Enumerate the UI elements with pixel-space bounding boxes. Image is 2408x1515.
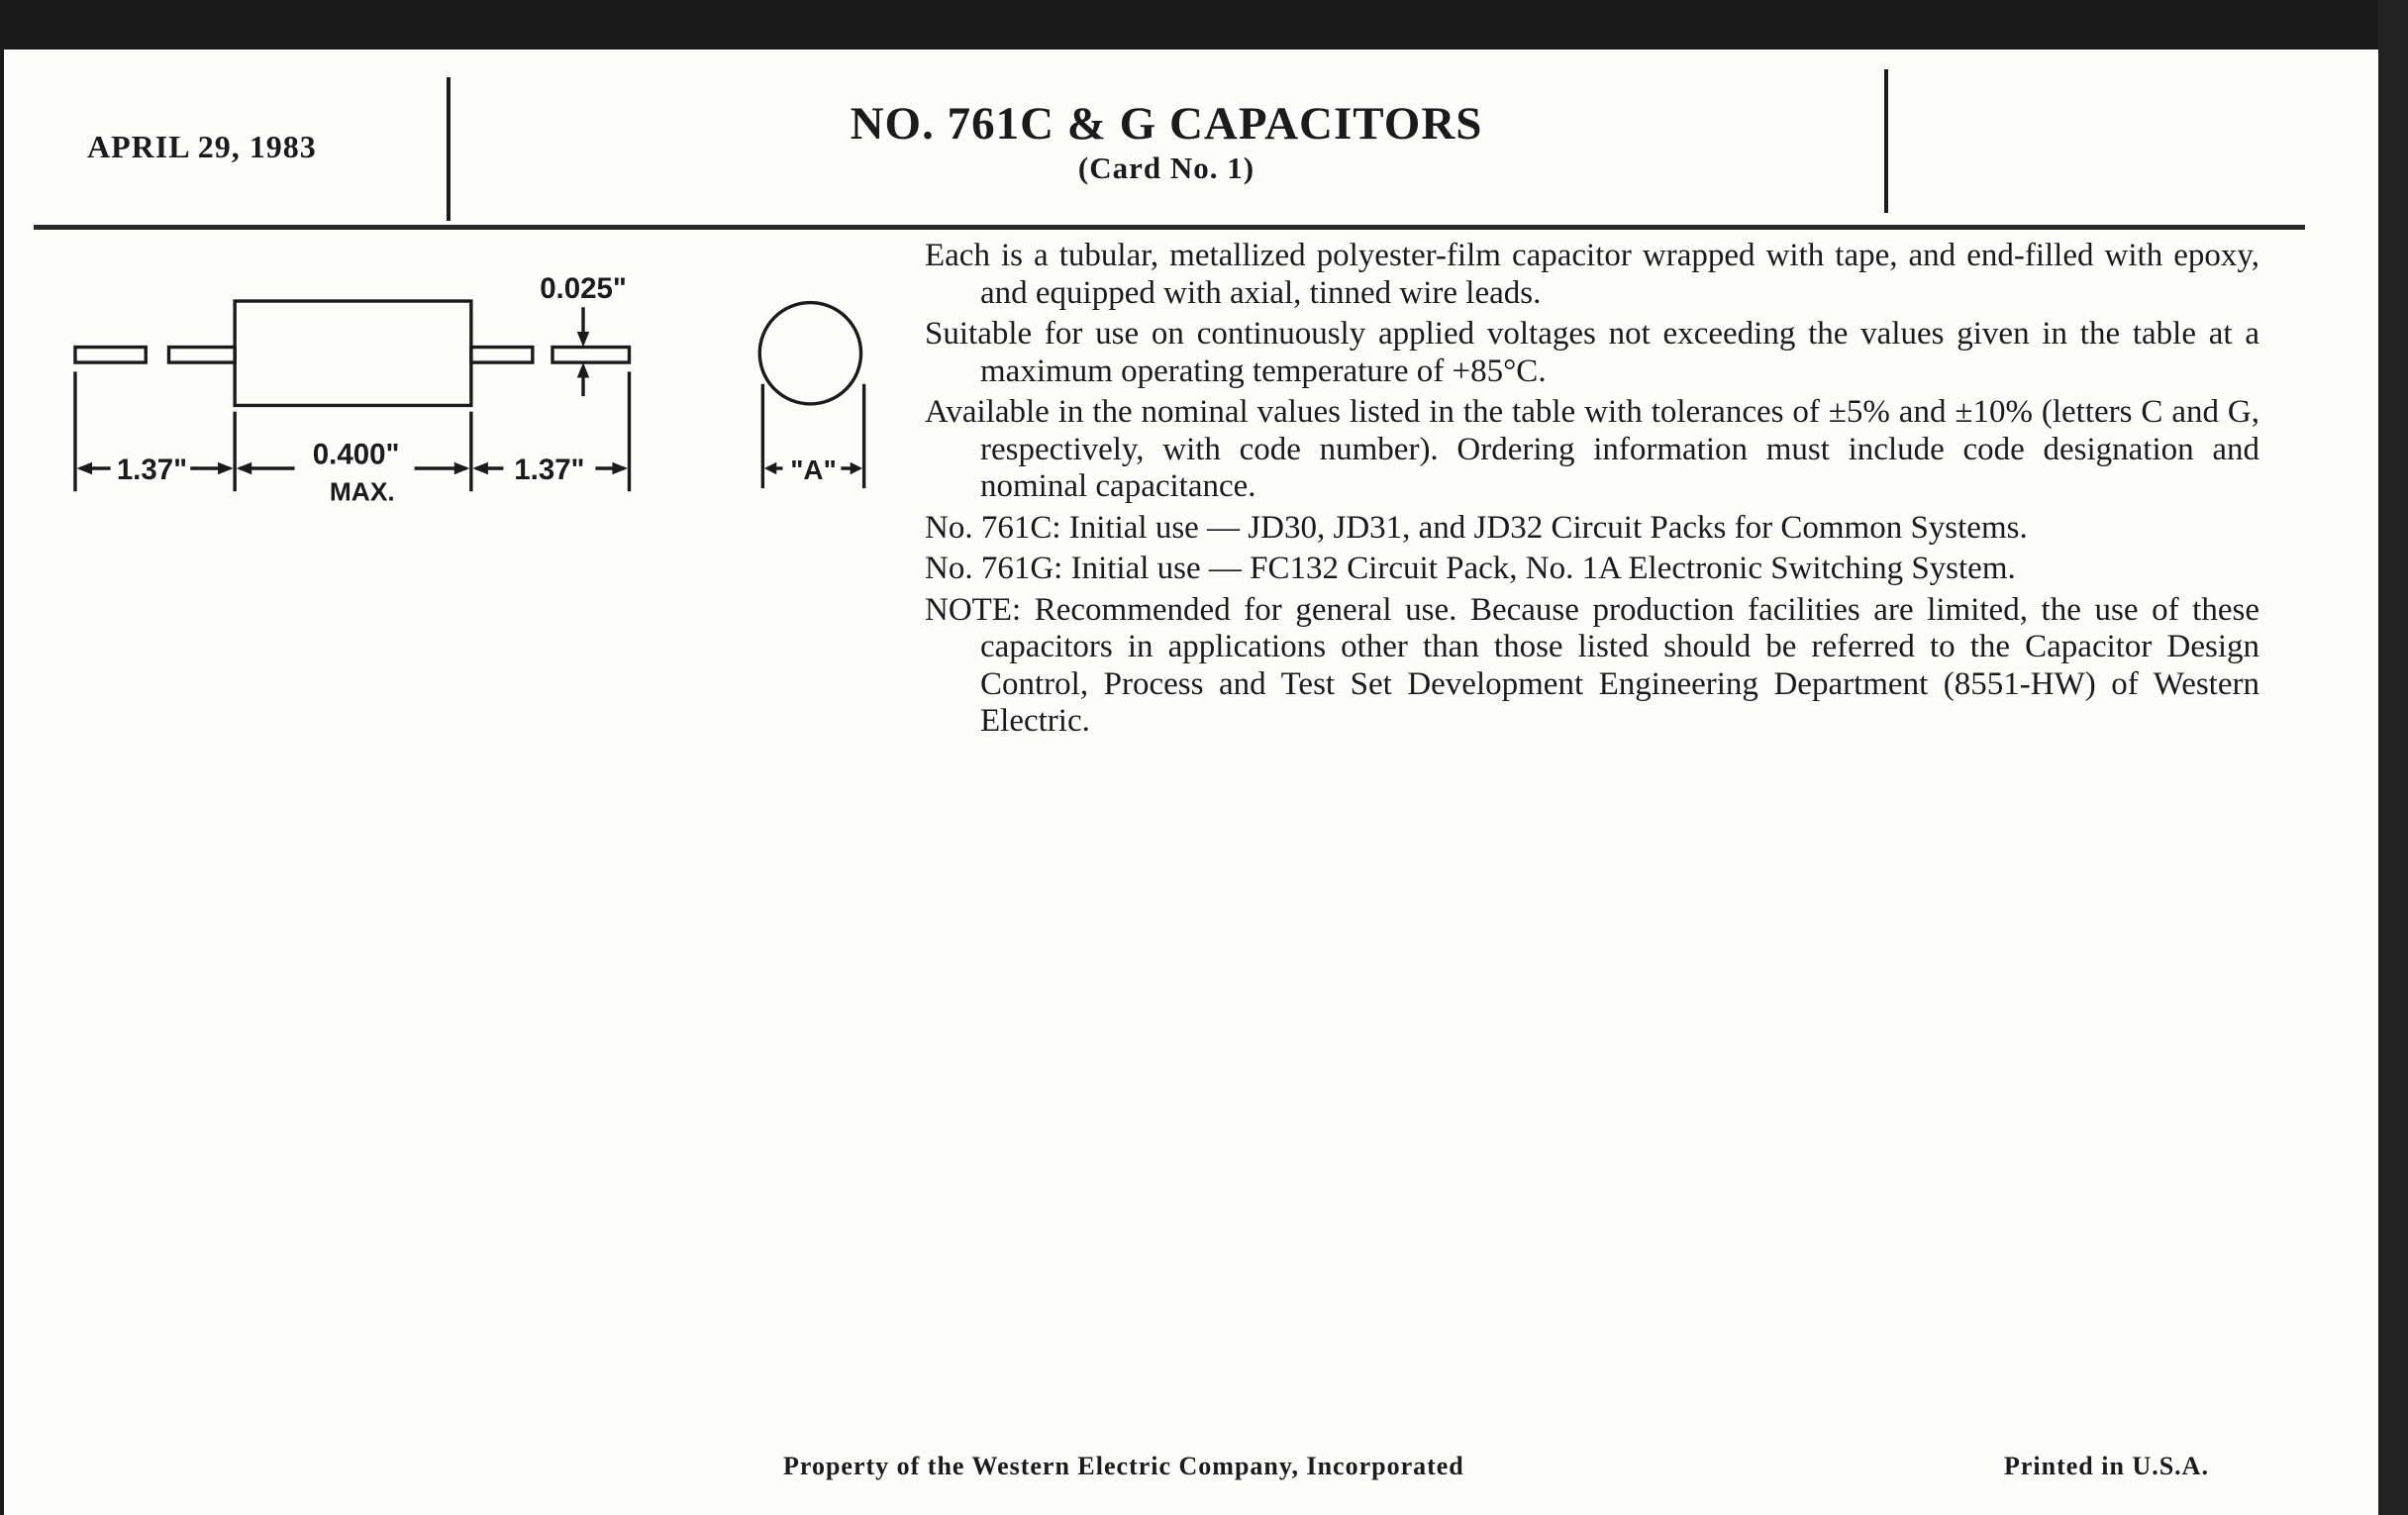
paragraph-construction: Each is a tubular, metallized polyester-film capacitor wrapped with tape, and end-filled with epoxy, and equipped with axial, tinned wire leads. (925, 238, 2259, 311)
footer-property: Property of the Western Electric Company, Incorporated (783, 1452, 1464, 1480)
footer-printed: Printed in U.S.A. (2004, 1452, 2209, 1480)
diameter-label: "A" (790, 454, 837, 485)
description-text (925, 238, 2259, 745)
header-divider-right (1884, 69, 1888, 213)
scan-border (2378, 0, 2408, 1515)
paragraph-note: NOTE: Recommended for general use. Because production facilities are limited, the use of these capacitors in applications other than those listed should be referred to the Capacitor Design Control, Process and Test Set Development Engineering Department (8551-HW) of Western Electric. (925, 591, 2259, 739)
capacitor-dimension-diagram (0, 0, 921, 538)
paragraph-tolerances: Available in the nominal values listed in the table with tolerances of ±5% and ±10% (letters C and G, respectively, with code number). Ordering information must include code designation and nominal capacitance. (925, 394, 2259, 504)
lead-left-inner (169, 348, 236, 363)
paragraph-761g-use: No. 761G: Initial use — FC132 Circuit Pack, No. 1A Electronic Switching System. (925, 551, 2016, 586)
capacitor-body (235, 301, 471, 405)
lead-length-right-label: 1.37" (514, 453, 585, 486)
lead-right-outer (552, 348, 630, 363)
card-date: APRIL 29, 1983 (87, 129, 317, 164)
paragraph-761c-use: No. 761C: Initial use — JD30, JD31, and JD32 Circuit Packs for Common Systems. (925, 509, 2028, 546)
lead-diameter-label: 0.025" (540, 271, 627, 305)
body-length-qualifier: MAX. (329, 476, 395, 507)
capacitor-end-view (759, 303, 860, 404)
page-title: NO. 761C & G CAPACITORS (850, 98, 1483, 150)
body-length-label: 0.400" (312, 438, 400, 471)
card-number: (Card No. 1) (1077, 151, 1255, 185)
lead-left-outer (75, 348, 146, 363)
lead-length-left-label: 1.37" (116, 453, 188, 486)
lead-right-inner (471, 348, 533, 363)
paragraph-voltage: Suitable for use on continuously applied voltages not exceeding the values given in the table at a maximum operating temperature of +85°C. (925, 316, 2259, 389)
